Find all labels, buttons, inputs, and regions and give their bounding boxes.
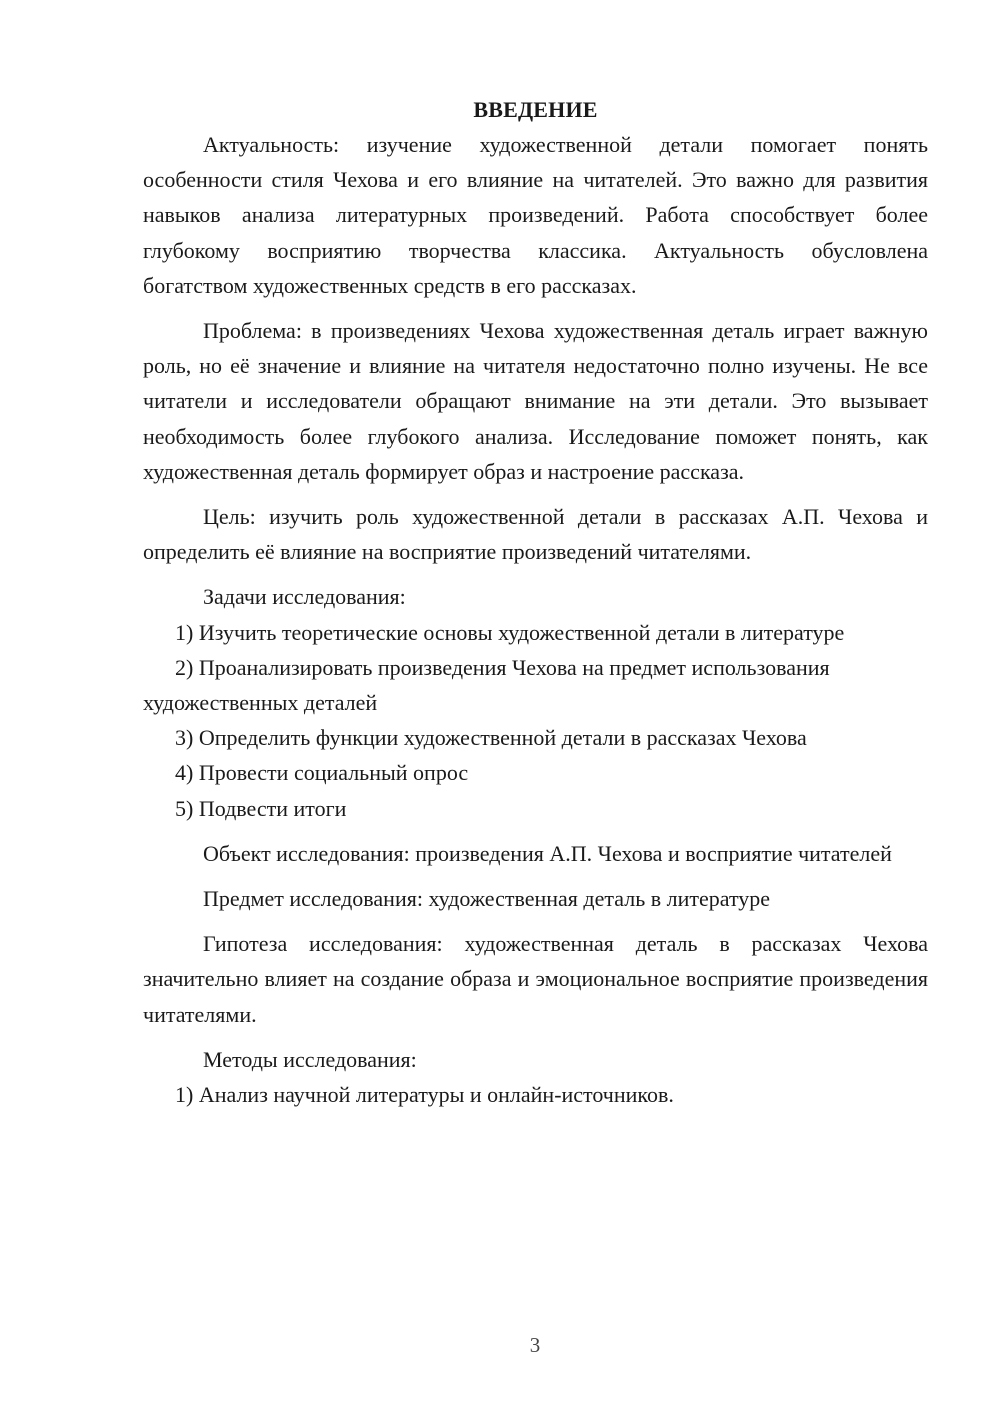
tasks-heading: Задачи исследования: <box>203 584 406 610</box>
task-item: 1) Изучить теоретические основы художественной детали в литературе <box>175 619 845 645</box>
relevance-paragraph: Актуальность: изучение художественной детали помогает понять особенности стиля Чехова и его влияние на читателей. Это важно для развития навыков анализа литературных произведений. Работа способствует более глубокому восприятию творчества классика. Актуальность обусловлена богатством художественных средств в его рассказах. <box>143 132 928 298</box>
section-title: ВВЕДЕНИЕ <box>473 97 598 122</box>
subject-paragraph: Предмет исследования: художественная деталь в литературе <box>203 886 771 912</box>
problem-paragraph: Проблема: в произведениях Чехова художественная деталь играет важную роль, но её значение и влияние на читателя недостаточно полно изучены. Не все читатели и исследователи обращают внимание на эти детали. Это вызывает необходимость более глубокого анализа. Исследование поможет понять, как художественная деталь формирует образ и настроение рассказа. <box>143 318 928 484</box>
task-item: 2) Проанализировать произведения Чехова на предмет использования художественных деталей <box>143 654 830 716</box>
task-item: 4) Провести социальный опрос <box>175 760 469 786</box>
method-item: 1) Анализ научной литературы и онлайн-источников. <box>175 1082 674 1108</box>
goal-paragraph: Цель: изучить роль художественной детали в рассказах А.П. Чехова и определить её влияние на восприятие произведений читателями. <box>143 504 928 565</box>
hypothesis-paragraph: Гипотеза исследования: художественная деталь в рассказах Чехова значительно влияет на создание образа и эмоциональное восприятие произведения читателями. <box>143 931 928 1027</box>
page-number: 3 <box>529 1333 541 1357</box>
methods-heading: Методы исследования: <box>203 1046 417 1072</box>
task-item: 5) Подвести итоги <box>175 795 347 821</box>
task-item: 3) Определить функции художественной детали в рассказах Чехова <box>175 725 807 751</box>
object-paragraph: Объект исследования: произведения А.П. Чехова и восприятие читателей <box>203 840 892 866</box>
document-page <box>143 92 928 1112</box>
